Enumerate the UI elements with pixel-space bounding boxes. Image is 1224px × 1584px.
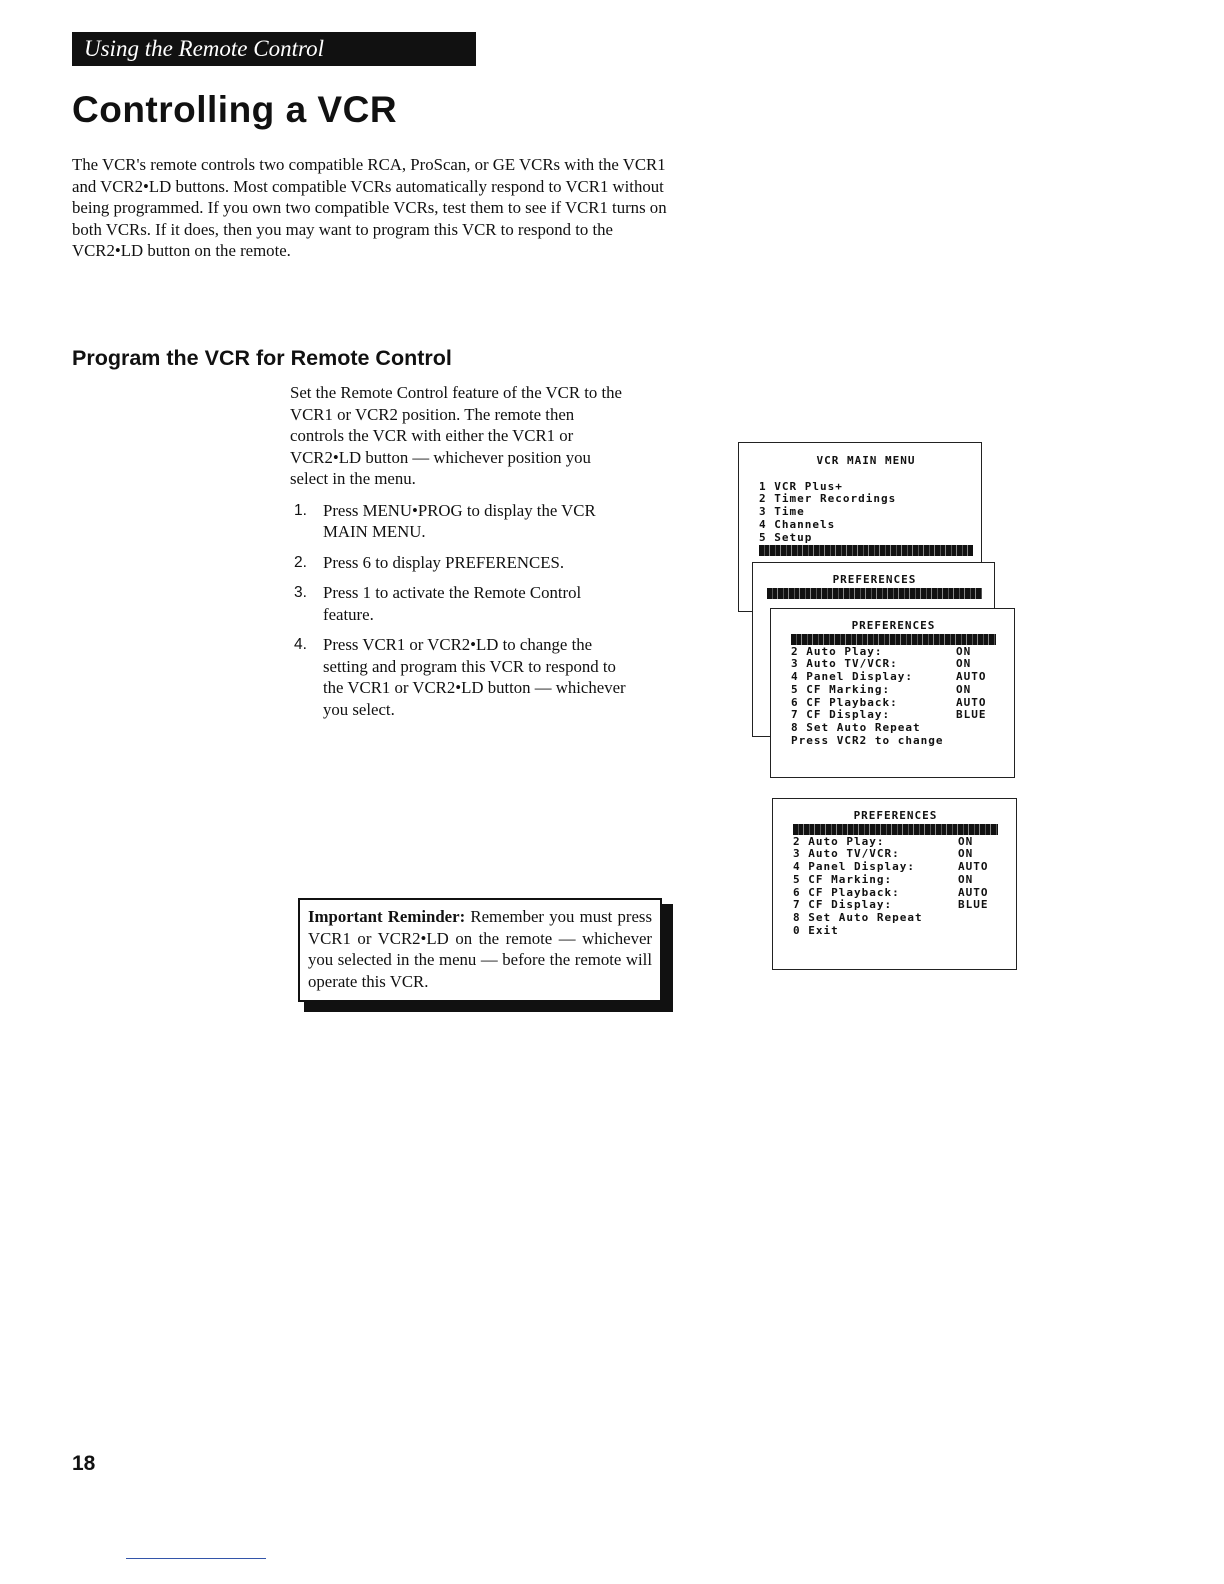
setting-value: ON [958, 847, 974, 861]
section-subheading: Program the VCR for Remote Control [72, 346, 452, 370]
setting-label: 8 Set Auto Repeat [791, 720, 921, 734]
setting-label: 4 Panel Display: [791, 670, 913, 684]
step-number: 2. [294, 553, 307, 571]
setting-value: AUTO [956, 695, 987, 709]
setting-value: AUTO [956, 670, 987, 684]
page-number: 18 [72, 1452, 96, 1475]
setting-label: 5 CF Marking: [793, 872, 893, 886]
setting-label: 2 Auto Play: [793, 834, 885, 848]
step-item [290, 582, 630, 625]
footer-rule [126, 1558, 266, 1559]
setting-value [956, 722, 996, 735]
page-title: Controlling a VCR [72, 89, 398, 130]
setting-label: 8 Set Auto Repeat [793, 910, 923, 924]
setting-value: ON [956, 682, 972, 696]
menu-item: 3 Time [759, 505, 805, 519]
setting-value: BLUE [956, 708, 987, 722]
reminder-shadow [304, 1002, 673, 1012]
step-text: Press 6 to display PREFERENCES. [323, 552, 565, 572]
preferences-screen-change [770, 608, 1015, 778]
reminder-label: Important Reminder: [308, 907, 466, 926]
setting-value: AUTO [958, 885, 989, 899]
setting-row [793, 874, 998, 887]
step-item [290, 634, 630, 720]
highlight-bar [791, 634, 996, 645]
setting-row [793, 925, 998, 938]
preferences-screen-final [772, 798, 1017, 970]
menu-item: 1 VCR Plus+ [759, 479, 843, 493]
setting-label: 7 CF Display: [791, 708, 891, 722]
setting-label: 6 CF Playback: [793, 885, 900, 899]
setting-label: 3 Auto TV/VCR: [793, 847, 900, 861]
setting-value: AUTO [958, 860, 989, 874]
setting-value: ON [956, 657, 972, 671]
setting-row [793, 861, 998, 874]
screen-title: PREFERENCES [853, 809, 938, 822]
lead-paragraph: Set the Remote Control feature of the VCR to the VCR1 or VCR2 position. The remote then controls the VCR with either the VCR1 or VCR2•LD button — whichever position you select in the menu. [290, 383, 622, 488]
highlight-bar [759, 545, 973, 556]
intro-paragraph: The VCR's remote controls two compatible RCA, ProScan, or GE VCRs with the VCR1 and VCR2•LD buttons. Most compatible VCRs automatically respond to VCR1 without being programmed. If you own two compatible VCRs, test them to see if VCR1 turns on both VCRs. If it does, then you may want to program this VCR to respond to the VCR2•LD button on the remote. [72, 155, 667, 260]
menu-item: 4 Channels [759, 517, 836, 531]
setting-label: 6 CF Playback: [791, 695, 898, 709]
setting-label: 4 Panel Display: [793, 860, 915, 874]
setting-row [791, 671, 996, 684]
step-number: 4. [294, 636, 307, 653]
menu-item: 5 Setup [759, 530, 813, 544]
steps-list [290, 500, 630, 721]
step-number: 1. [294, 501, 307, 519]
menu-item: 2 Timer Recordings [759, 492, 897, 506]
section-header: Using the Remote Control [72, 32, 476, 66]
reminder-text: Remember you must press VCR1 or VCR2•LD on the remote — whichever you selected in the menu — before the remote will operate this VCR. [308, 907, 652, 991]
setting-value [958, 925, 998, 938]
step-number: 3. [294, 584, 307, 601]
step-text: Press 1 to activate the Remote Control feature. [323, 583, 582, 624]
step-item [290, 552, 630, 574]
screen-title: VCR MAIN MENU [816, 454, 916, 467]
setting-label: 7 CF Display: [793, 898, 893, 912]
setting-row [791, 722, 996, 735]
reminder-shadow [662, 904, 673, 1012]
instructions-column [290, 382, 630, 729]
highlight-bar [793, 824, 998, 835]
setting-value [958, 912, 998, 925]
screen-title: PREFERENCES [851, 619, 936, 632]
step-item [290, 500, 630, 543]
setting-label: 5 CF Marking: [791, 682, 891, 696]
setting-value: BLUE [958, 898, 989, 912]
screen-title: PREFERENCES [832, 573, 917, 586]
setting-label: 3 Auto TV/VCR: [791, 657, 898, 671]
setting-label: 0 Exit [793, 923, 839, 937]
step-text: Press MENU•PROG to display the VCR MAIN MENU. [323, 500, 596, 541]
screen-footer: Press VCR2 to change [791, 733, 944, 747]
setting-row [793, 912, 998, 925]
important-reminder-box [298, 898, 662, 1002]
setting-label: 2 Auto Play: [791, 644, 883, 658]
setting-value: ON [958, 834, 974, 848]
highlight-bar [767, 588, 982, 599]
setting-value: ON [958, 872, 974, 886]
setting-value: ON [956, 644, 972, 658]
step-text: Press VCR1 or VCR2•LD to change the setting and program this VCR to respond to the VCR1 or VCR2•LD button — whichever you select. [323, 635, 626, 719]
setting-row [791, 684, 996, 697]
